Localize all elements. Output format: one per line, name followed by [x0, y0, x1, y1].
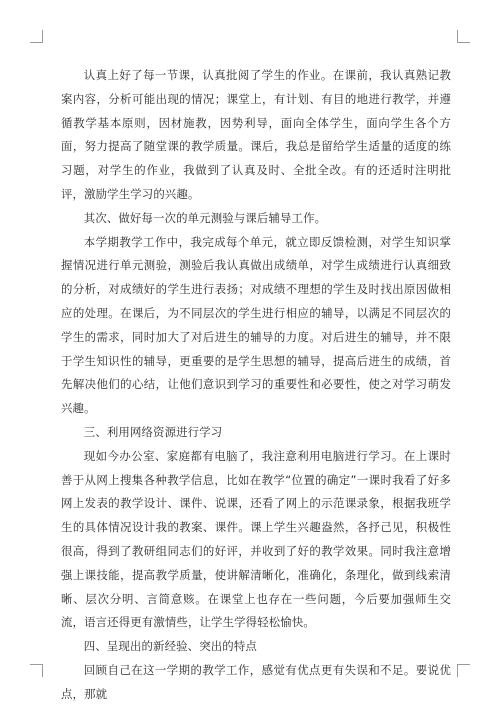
- paragraph-classroom-teaching: 认真上好了每一节课，认真批阅了学生的作业。在课前，我认真熟记教案内容，分析可能出现的情况；课堂上，有计划、有目的地进行教学，并遵循教学基本原则，因材施教，因势利导，面向全体学生，面向学生各个方面，努力提高了随堂课的教学质量。课后，我总是留给学生适量的适度的练习题，对学生的作业，我做到了认真及时、全批全改。有的还适时注明批评，激励学生学习的兴趣。: [61, 68, 451, 201]
- crop-mark-top-left: [30, 30, 43, 43]
- paragraph-second-point: 其次、做好每一次的单元测验与课后辅导工作。: [83, 210, 327, 225]
- section-heading-network-resources: 三、利用网络资源进行学习: [83, 424, 223, 439]
- document-body: [61, 64, 451, 707]
- paragraph-network-learning: 现如今办公室、家庭都有电脑了，我注意利用电脑进行学习。在上课时善于从网上搜集各种教学信息，比如在教学“位置的确定”一课时我看了好多网上发表的教学设计、课件、说课，还看了网上的示范课录象，根据我班学生的具体情况设计我的教案、课件。课上学生兴趣盎然，各抒己见，积极性很高，得到了教研组同志们的好评，并收到了好的教学效果。同时我注意增强上课技能，提高教学质量，使讲解清晰化，准确化，条理化，做到线索清晰、层次分明、言简意赅。在课堂上也存在一些问题，今后要加强师生交流，语言还得更有激情些，让学生学得轻松愉快。: [61, 448, 451, 630]
- crop-mark-top-right: [457, 30, 470, 43]
- section-heading-new-experience: 四、呈现出的新经验、突出的特点: [83, 639, 257, 654]
- crop-mark-bottom-right: [457, 664, 470, 677]
- paragraph-review: 回顾自己在这一学期的教学工作，感觉有优点更有失误和不足。要说优点，那就: [61, 662, 451, 701]
- paragraph-unit-tests: 本学期教学工作中，我完成每个单元，就立即反馈检测，对学生知识掌握情况进行单元测验，测验后我认真做出成绩单，对学生成绩进行认真细致的分析，对成绩好的学生进行表扬；对成绩不理想的学生及时找出原因做相应的处理。在课后，为不同层次的学生进行相应的辅导，以满足不同层次的学生的需求，同时加大了对后进生的辅导的力度。对后进生的辅导，并不限于学生知识性的辅导，更重要的是学生思想的辅导，提高后进生的成绩，首先解决他们的心结，让他们意识到学习的重要性和必要性，使之对学习萌发兴趣。: [61, 234, 451, 416]
- crop-mark-bottom-left: [30, 664, 43, 677]
